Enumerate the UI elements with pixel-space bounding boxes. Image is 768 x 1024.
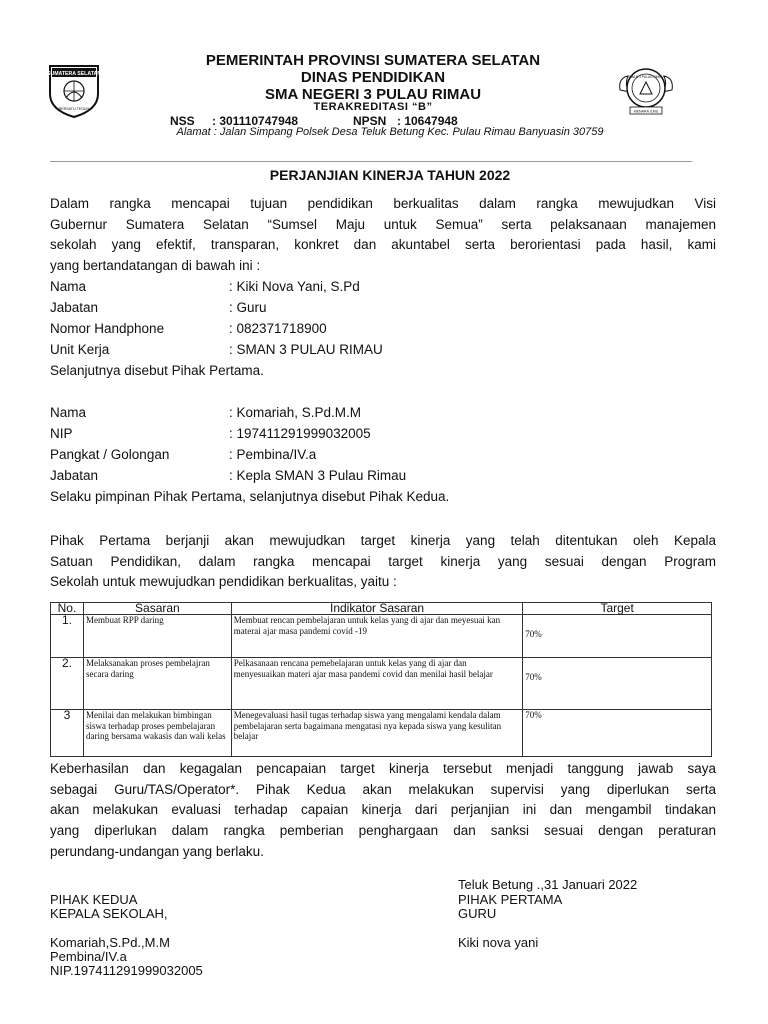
left-signatory-nip: NIP.197411291999032005 bbox=[50, 963, 203, 978]
row-no: 1. bbox=[51, 615, 84, 658]
logo-right-top-text: SMA N 3 PULAU RIMAU bbox=[628, 75, 664, 79]
left-signatory-role: PIHAK KEDUA bbox=[50, 892, 138, 907]
letterhead-school: SMA NEGERI 3 PULAU RIMAU bbox=[264, 86, 482, 103]
letterhead-department: DINAS PENDIDIKAN bbox=[300, 69, 446, 86]
left-signatory-name: Komariah,S.Pd.,M.M bbox=[50, 935, 170, 950]
performance-target-table bbox=[50, 602, 712, 757]
letterhead-accreditation: TERAKREDITASI “B” bbox=[313, 101, 433, 113]
row-indikator: Menegevaluasi hasil tugas terhadap siswa yang mengalami kendala dalam pembelajaran serta bagaimana mengatasi nya kepada siswa yang kesulitan belajar bbox=[231, 710, 523, 757]
closing-line: akan melakukan evaluasi terhadap capaian kinerja dari perjanjian ini dan mengambil tindakan bbox=[50, 802, 716, 818]
right-signatory-title: GURU bbox=[458, 906, 497, 921]
intro-line: sekolah yang efektif, transparan, konkret dan akuntabel serta berorientasi pada hasil, kami bbox=[50, 237, 716, 253]
document-title: PERJANJIAN KINERJA TAHUN 2022 bbox=[269, 167, 511, 183]
right-signatory-role: PIHAK PERTAMA bbox=[458, 892, 563, 907]
second-party-position-label: Jabatan bbox=[50, 468, 99, 483]
row-sasaran: Melaksanakan proses pembelajran secara daring bbox=[83, 658, 231, 710]
first-party-position-label: Jabatan bbox=[50, 300, 99, 315]
second-party-rank-value: : Pembina/IV.a bbox=[229, 447, 317, 462]
header-sasaran: Sasaran bbox=[83, 603, 231, 615]
logo-left-bottom-text: BERSATU TEGUH bbox=[58, 107, 90, 111]
second-party-position-value: : Kepla SMAN 3 Pulau Rimau bbox=[229, 468, 407, 483]
row-target: 70% bbox=[523, 658, 712, 710]
second-party-nip-value: : 197411291999032005 bbox=[229, 426, 371, 441]
row-target: 70% bbox=[523, 615, 712, 658]
table-row bbox=[51, 658, 712, 710]
closing-line: Keberhasilan dan kegagalan pencapaian target kinerja tersebut menjadi tanggung jawab saya bbox=[50, 761, 716, 776]
table-row bbox=[51, 615, 712, 658]
school-address: Alamat : Jalan Simpang Polsek Desa Teluk Betung Kec. Pulau Rimau Banyuasin 30759 bbox=[176, 126, 604, 138]
closing-paragraph bbox=[50, 759, 716, 863]
first-party-unit-value: : SMAN 3 PULAU RIMAU bbox=[229, 342, 383, 357]
table-row bbox=[51, 710, 712, 757]
letterhead-government: PEMERINTAH PROVINSI SUMATERA SELATAN bbox=[205, 52, 541, 69]
place-date: Teluk Betung .,31 Januari 2022 bbox=[458, 877, 638, 892]
commitment-line: Sekolah untuk mewujudkan pendidikan berkualitas, yaitu : bbox=[50, 574, 397, 590]
row-indikator: Pelkasanaan rencana pemebelajaran untuk kelas yang di ajar dan menyesuaikan materi ajar masa pandemi covid dan menilai hasil belajar bbox=[231, 658, 523, 710]
npsn-value: : 10647948 bbox=[397, 114, 458, 128]
header-indikator: Indikator Sasaran bbox=[231, 603, 523, 615]
logo-right-bottom-text: MENARA ILMU bbox=[633, 109, 659, 114]
province-emblem-logo bbox=[44, 60, 104, 120]
left-signatory-title: KEPALA SEKOLAH, bbox=[50, 906, 168, 921]
first-party-note: Selanjutnya disebut Pihak Pertama. bbox=[50, 363, 264, 378]
row-no: 3 bbox=[51, 710, 84, 757]
first-party-phone-value: : 082371718900 bbox=[229, 321, 327, 336]
right-signatory-name: Kiki nova yani bbox=[458, 935, 539, 950]
intro-line: Gubernur Sumatera Selatan “Sumsel Maju untuk Semua” serta pelaksanaan manajemen bbox=[50, 216, 716, 232]
header-target: Target bbox=[523, 603, 712, 615]
table-header-row bbox=[51, 603, 712, 615]
school-emblem-logo bbox=[616, 60, 676, 120]
npsn-label: NPSN bbox=[353, 114, 387, 128]
intro-paragraph bbox=[50, 194, 716, 277]
row-sasaran: Membuat RPP daring bbox=[83, 615, 231, 658]
first-party-phone-label: Nomor Handphone bbox=[50, 321, 165, 336]
closing-line: sebagai Guru/TAS/Operator*. Pihak Kedua akan melakukan supervisi yang diperlukan serta bbox=[50, 781, 716, 797]
logo-left-top-text: SUMATERA SELATAN bbox=[47, 71, 101, 77]
letterhead-divider bbox=[50, 161, 692, 162]
row-target: 70% bbox=[523, 710, 712, 757]
closing-line: yang diperlukan dalam rangka pemberian penghargaan dan sanksi sesuai dengan peraturan bbox=[50, 823, 716, 839]
nss-value: : 301110747948 bbox=[212, 114, 299, 128]
second-party-nip-label: NIP bbox=[50, 426, 73, 441]
second-party-rank-label: Pangkat / Golongan bbox=[50, 447, 170, 462]
row-sasaran: Menilai dan melakukan bimbingan siswa terhadap proses pembelajaran daring bersama wakasis dan wali kelas bbox=[83, 710, 231, 757]
second-party-name-label: Nama bbox=[50, 405, 87, 420]
first-party-name-value: : Kiki Nova Yani, S.Pd bbox=[229, 279, 360, 294]
first-party-unit-label: Unit Kerja bbox=[50, 342, 110, 357]
row-no: 2. bbox=[51, 658, 84, 710]
left-signatory-rank: Pembina/IV.a bbox=[50, 949, 127, 964]
commitment-line: Satuan Pendidikan, dalam rangka mencapai target kinerja yang sesuai dengan Program bbox=[50, 553, 716, 569]
header-no: No. bbox=[51, 603, 84, 615]
closing-line: perundang-undangan yang berlaku. bbox=[50, 843, 264, 859]
commitment-paragraph bbox=[50, 531, 716, 593]
commitment-line: Pihak Pertama berjanji akan mewujudkan target kinerja yang telah ditentukan oleh Kepala bbox=[50, 533, 716, 548]
nss-label: NSS bbox=[170, 114, 195, 128]
intro-line: yang bertandatangan di bawah ini : bbox=[50, 258, 261, 274]
second-party-name-value: : Komariah, S.Pd.M.M bbox=[229, 405, 362, 420]
row-indikator: Membuat rencan pembelajaran untuk kelas yang di ajar dan meyesuai kan materai ajar masa pandemi covid -19 bbox=[231, 615, 523, 658]
first-party-name-label: Nama bbox=[50, 279, 87, 294]
first-party-position-value: : Guru bbox=[229, 300, 267, 315]
second-party-note: Selaku pimpinan Pihak Pertama, selanjutnya disebut Pihak Kedua. bbox=[50, 489, 450, 504]
intro-line: Dalam rangka mencapai tujuan pendidikan berkualitas dalam rangka mewujudkan Visi bbox=[50, 196, 716, 211]
